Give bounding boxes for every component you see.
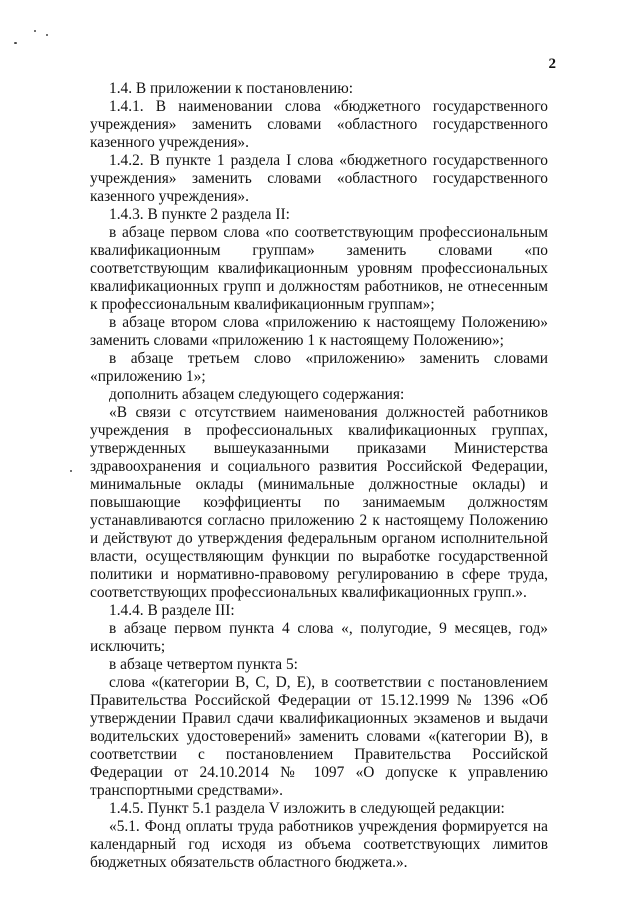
paragraph-quote-new-abzac: «В связи с отсутствием наименования должностей работников учреждения в профессиональных квалификационных группах, утвержденных вышеуказанными приказами Министерства здравоохранения и социального развития Российской Федерации, минимальные оклады (минимальные должностные оклады) и повышающие коэффициенты по занимаемым должностям устанавливаются согласно приложению 2 к настоящему Положению и действуют до утверждения федеральным органом исполнительной власти, осуществляющим функции по выработке государственной политики и нормативно-правовому регулированию в сфере труда, соответствующих профессиональных квалификационных групп.». [90,404,548,601]
paragraph-abzac-third: в абзаце третьем слово «приложению» заменить словами «приложению 1»; [90,350,548,385]
paragraph-5-1-quote: «5.1. Фонд оплаты труда работников учреждения формируется на календарный год исходя из объема соответствующих лимитов бюджетных обязательств областного бюджета.». [90,818,548,871]
paragraph-add-abzac: дополнить абзацем следующего содержания: [109,386,405,403]
scan-speck [14,42,17,44]
scan-speck [46,34,48,36]
page-number: 2 [548,56,556,72]
paragraph-1-4-5: 1.4.5. Пункт 5.1 раздела V изложить в следующей редакции: [109,800,505,817]
paragraph-1-4-4: 1.4.4. В разделе III: [109,602,235,619]
paragraph-1-4: 1.4. В приложении к постановлению: [109,80,353,97]
paragraph-1-4-1: 1.4.1. В наименовании слова «бюджетного государственного учреждения» заменить словами «областного государственного казенного учреждения». [90,98,548,151]
paragraph-1-4-3: 1.4.3. В пункте 2 раздела II: [109,206,290,223]
paragraph-abzac-second: в абзаце втором слова «приложению к настоящему Положению» заменить словами «приложению 1 к настоящему Положению»; [90,314,548,349]
paragraph-punkt-4: в абзаце первом пункта 4 слова «, полугодие, 9 месяцев, год» исключить; [90,620,548,655]
document-body [90,80,548,872]
paragraph-1-4-2: 1.4.2. В пункте 1 раздела I слова «бюджетного государственного учреждения» заменить словами «областного государственного казенного учреждения». [90,152,548,205]
scan-speck [34,30,36,32]
paragraph-categories: слова «(категории B, C, D, E), в соответствии с постановлением Правительства Российской Федерации от 15.12.1999 № 1396 «Об утверждении Правил сдачи квалификационных экзаменов и выдачи водительских удостоверений» заменить словами «(категории B), в соответствии с постановлением Правительства Российской Федерации от 24.10.2014 № 1097 «О допуске к управлению транспортными средствами». [90,674,548,799]
paragraph-punkt-5: в абзаце четвертом пункта 5: [109,656,298,673]
paragraph-abzac-first: в абзаце первом слова «по соответствующим профессиональным квалификационным группам» заменить словами «по соответствующим квалификационным уровням профессиональных квалификационных групп и должностям работников, не отнесенным к профессиональным квалификационным группам»; [90,224,548,313]
scan-speck [70,470,72,472]
